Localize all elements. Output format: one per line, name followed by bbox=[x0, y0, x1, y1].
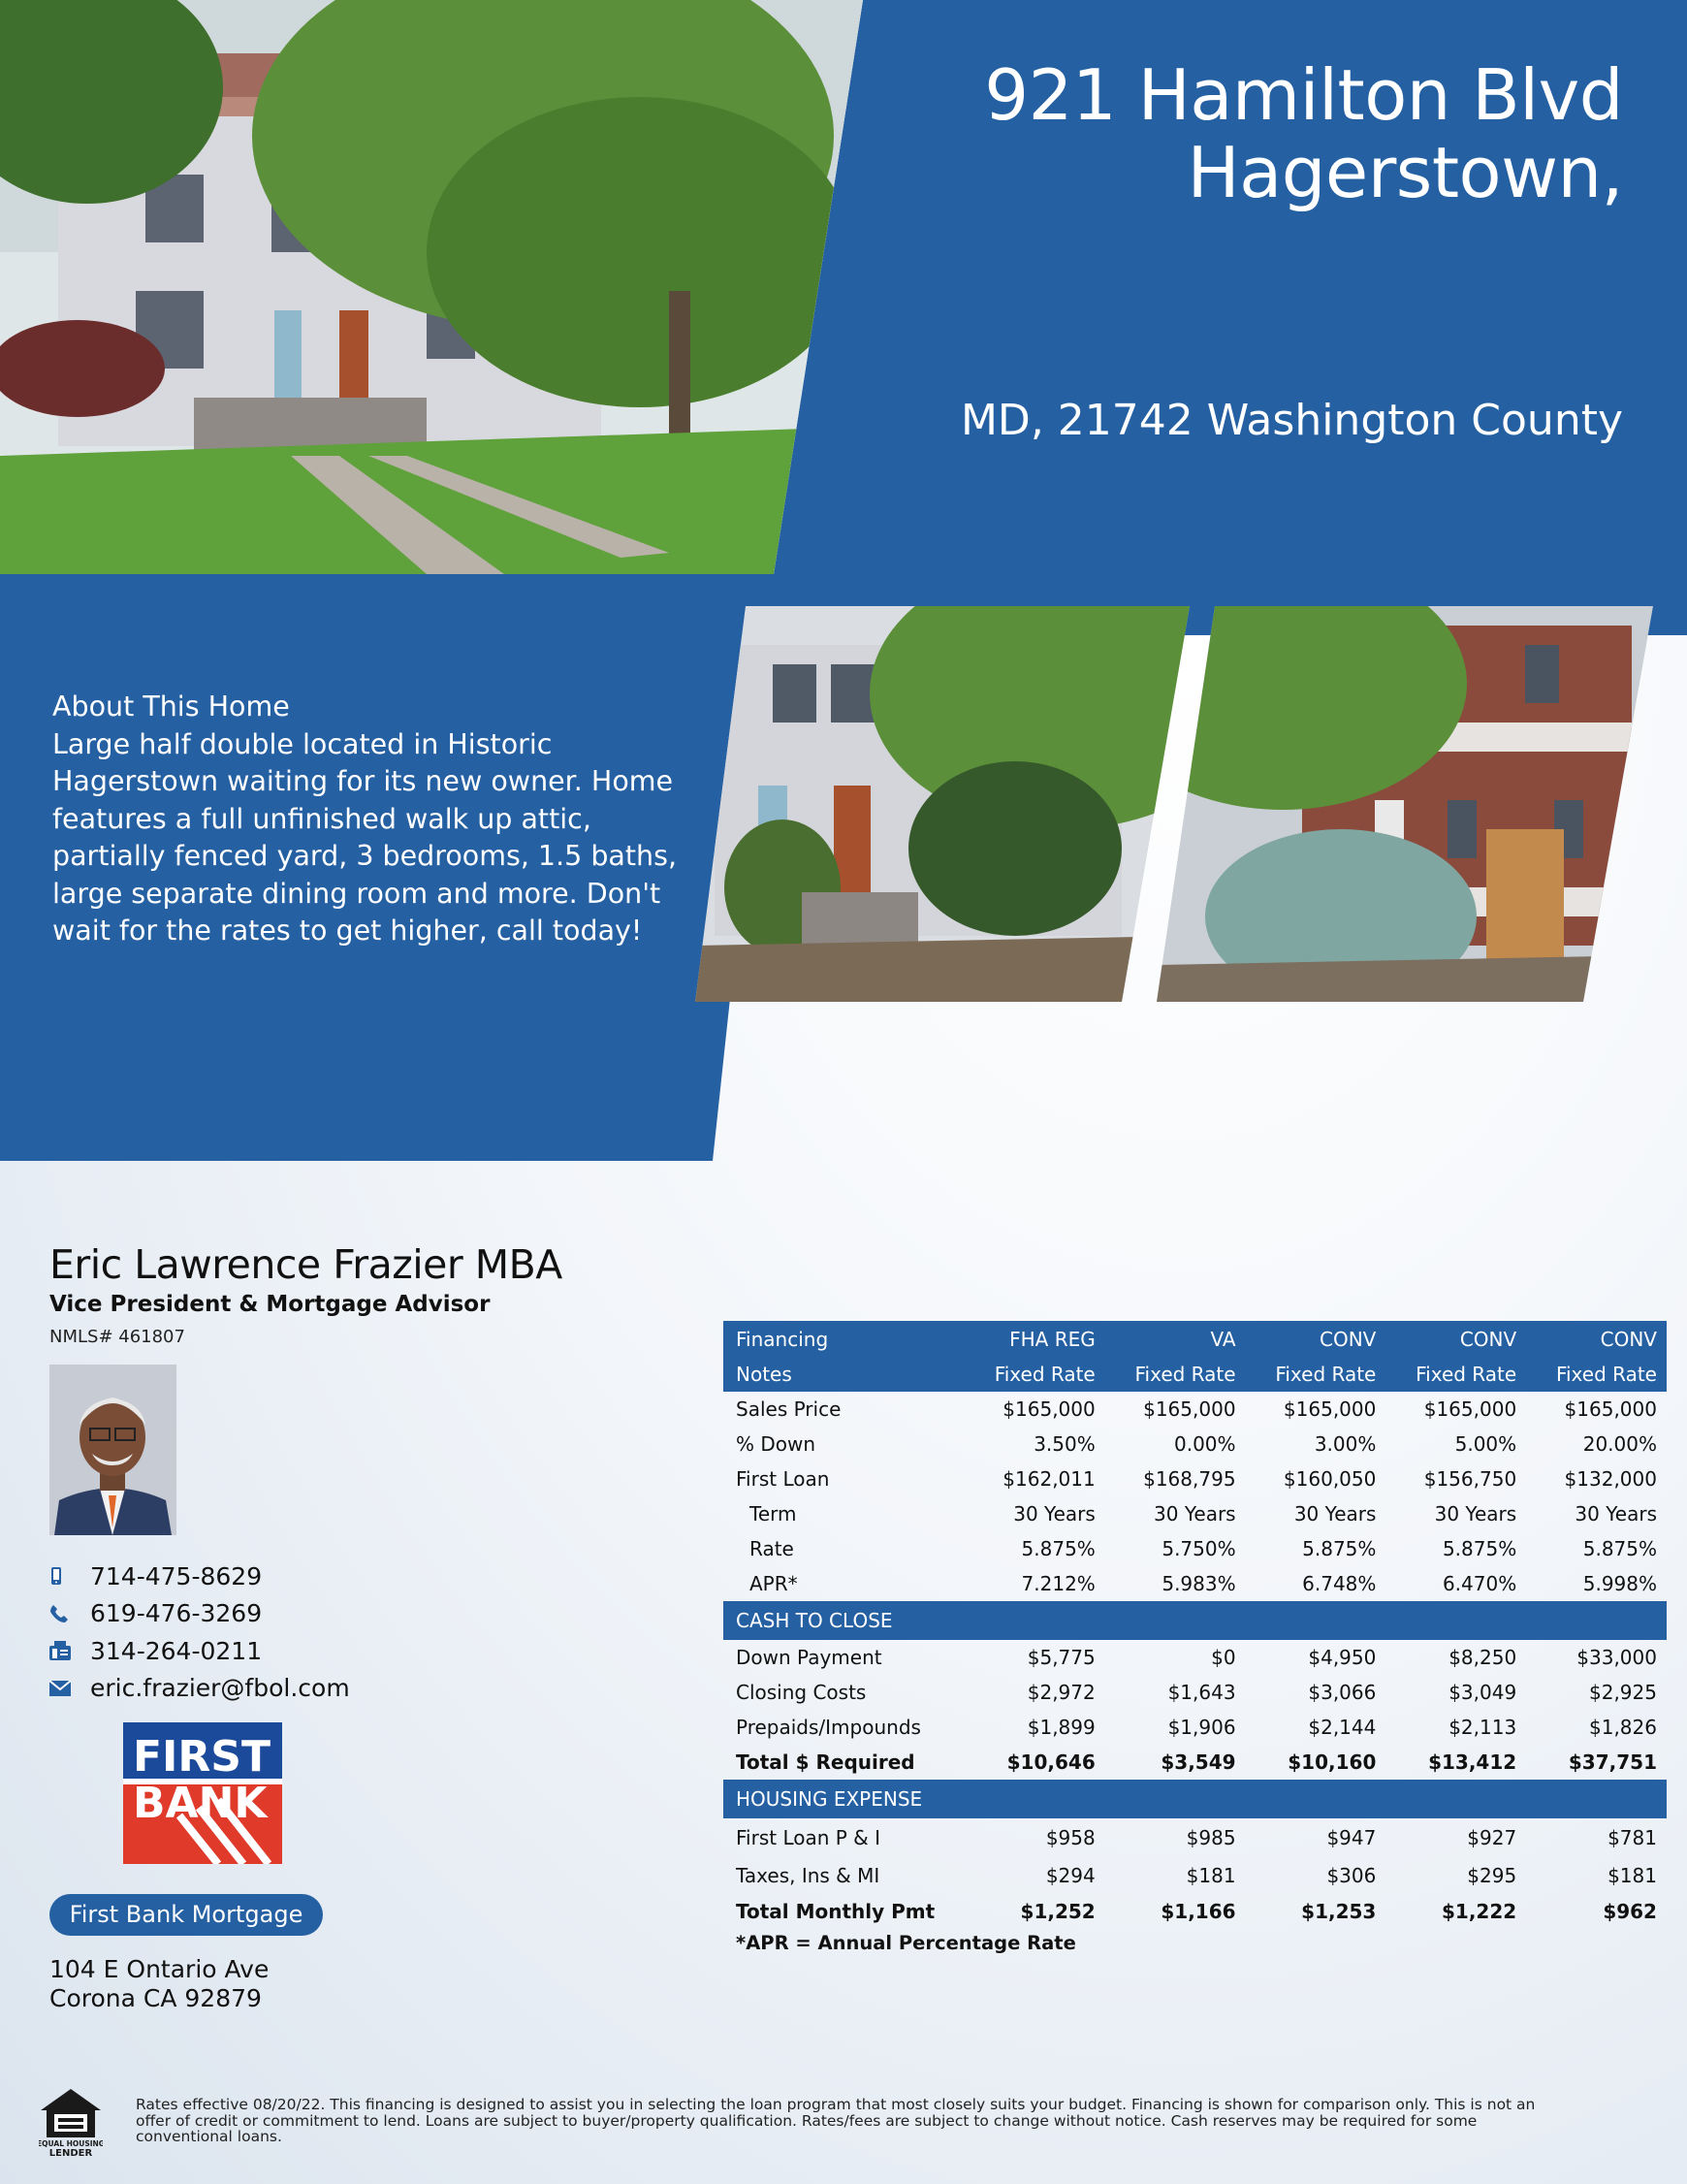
table-cell: $132,000 bbox=[1564, 1467, 1657, 1491]
table-row bbox=[723, 1640, 1667, 1675]
branch-address-line2: Corona CA 92879 bbox=[49, 1984, 262, 2012]
header-cell: Fixed Rate bbox=[1416, 1363, 1517, 1386]
row-label: Down Payment bbox=[736, 1646, 882, 1669]
table-cell: $10,646 bbox=[1006, 1750, 1096, 1774]
table-cell: 30 Years bbox=[1013, 1502, 1096, 1526]
equal-housing-lender-logo bbox=[39, 2087, 103, 2157]
table-cell: 5.750% bbox=[1162, 1537, 1236, 1560]
about-body: Large half double located in Historic Hagerstown waiting for its new owner. Home features a full unfinished walk up attic, partially fenced yard, 3 bedrooms, 1.5 baths, large separate dining room and more. Don't wait for the rates to get higher, call today! bbox=[52, 727, 678, 947]
contact-mobile[interactable] bbox=[49, 1558, 350, 1595]
agent-nmls: NMLS# 461807 bbox=[49, 1327, 185, 1347]
branch-name-badge[interactable]: First Bank Mortgage bbox=[49, 1894, 323, 1936]
table-cell: $958 bbox=[1045, 1825, 1096, 1849]
table-cell: $165,000 bbox=[1003, 1397, 1096, 1421]
table-cell: 30 Years bbox=[1293, 1502, 1377, 1526]
cash-to-close-section-header bbox=[723, 1601, 1667, 1640]
table-cell: $3,066 bbox=[1308, 1681, 1377, 1704]
table-row bbox=[723, 1710, 1667, 1745]
table-cell: $165,000 bbox=[1564, 1397, 1657, 1421]
table-cell: 5.00% bbox=[1454, 1432, 1517, 1456]
branch-address-line1: 104 E Ontario Ave bbox=[49, 1955, 270, 1983]
house-side-photo bbox=[1157, 606, 1653, 1002]
row-label: APR* bbox=[749, 1572, 798, 1595]
phone-icon bbox=[49, 1604, 90, 1623]
table-cell: 6.470% bbox=[1442, 1572, 1517, 1595]
table-cell: $1,899 bbox=[1027, 1716, 1096, 1739]
table-cell: $1,826 bbox=[1589, 1716, 1657, 1739]
row-label: Sales Price bbox=[736, 1397, 842, 1421]
listing-title bbox=[789, 56, 1623, 211]
about-section bbox=[52, 689, 692, 950]
table-cell: $1,166 bbox=[1161, 1900, 1236, 1923]
row-label: Total Monthly Pmt bbox=[736, 1900, 936, 1923]
header-cell: Financing bbox=[736, 1327, 829, 1351]
table-cell: 30 Years bbox=[1434, 1502, 1517, 1526]
contact-email[interactable] bbox=[49, 1670, 350, 1708]
table-cell: 5.875% bbox=[1302, 1537, 1377, 1560]
table-row bbox=[723, 1856, 1667, 1894]
contact-phone-text: 619-476-3269 bbox=[90, 1599, 263, 1628]
table-cell: 30 Years bbox=[1575, 1502, 1657, 1526]
table-row bbox=[723, 1461, 1667, 1496]
bank-logo-line1: FIRST bbox=[133, 1732, 271, 1782]
agent-title: Vice President & Mortgage Advisor bbox=[49, 1292, 491, 1317]
table-row bbox=[723, 1566, 1667, 1601]
table-row bbox=[723, 1496, 1667, 1531]
table-cell: $168,795 bbox=[1143, 1467, 1236, 1491]
mobile-phone-icon bbox=[49, 1567, 90, 1585]
header-cell: Fixed Rate bbox=[994, 1363, 1096, 1386]
contact-list bbox=[49, 1558, 350, 1707]
table-cell: $3,549 bbox=[1161, 1750, 1236, 1774]
table-cell: 5.998% bbox=[1582, 1572, 1657, 1595]
table-cell: $306 bbox=[1326, 1863, 1377, 1887]
table-cell: $181 bbox=[1607, 1863, 1657, 1887]
row-label: First Loan bbox=[736, 1467, 830, 1491]
table-cell: $165,000 bbox=[1283, 1397, 1377, 1421]
table-cell: $156,750 bbox=[1423, 1467, 1517, 1491]
table-cell: $2,144 bbox=[1308, 1716, 1377, 1739]
equal-housing-text: EQUAL HOUSING bbox=[39, 2139, 103, 2148]
header-cell: VA bbox=[1210, 1327, 1236, 1351]
row-label: Prepaids/Impounds bbox=[736, 1716, 921, 1739]
table-cell: $1,252 bbox=[1020, 1900, 1096, 1923]
contact-email-text: eric.frazier@fbol.com bbox=[90, 1674, 350, 1703]
table-cell: $2,972 bbox=[1027, 1681, 1096, 1704]
fax-icon bbox=[49, 1641, 90, 1660]
table-cell: $10,160 bbox=[1288, 1750, 1377, 1774]
house-porch-photo bbox=[695, 606, 1190, 1002]
row-label: Term bbox=[749, 1502, 797, 1526]
address-line-city: Hagerstown, bbox=[1187, 132, 1623, 213]
table-cell: $0 bbox=[1211, 1646, 1236, 1669]
table-cell: $2,925 bbox=[1589, 1681, 1657, 1704]
table-row bbox=[723, 1392, 1667, 1427]
header-cell: Notes bbox=[736, 1363, 792, 1386]
header-cell: CONV bbox=[1600, 1327, 1657, 1351]
rates-disclaimer: Rates effective 08/20/22. This financing is designed to assist you in selecting the loan program that most closely suits your budget. Financing is shown for comparison only. This is not an offer of credit or commitment to lend. Loans are subject to buyer/property qualification. Rates/fees are subject to change without notice. Cash reserves may be required for some conventional loans. bbox=[136, 2096, 1536, 2145]
table-cell: 5.875% bbox=[1582, 1537, 1657, 1560]
table-cell: $1,253 bbox=[1301, 1900, 1377, 1923]
table-cell: 3.50% bbox=[1034, 1432, 1096, 1456]
table-cell: 6.748% bbox=[1302, 1572, 1377, 1595]
header-cell: Fixed Rate bbox=[1275, 1363, 1377, 1386]
table-cell: 30 Years bbox=[1154, 1502, 1236, 1526]
first-bank-logo bbox=[123, 1722, 282, 1864]
row-label: Rate bbox=[749, 1537, 794, 1560]
table-cell: $13,412 bbox=[1428, 1750, 1517, 1774]
table-cell: 7.212% bbox=[1021, 1572, 1096, 1595]
table-header-row bbox=[723, 1321, 1667, 1357]
contact-fax-text: 314-264-0211 bbox=[90, 1636, 263, 1665]
header-cell: CONV bbox=[1459, 1327, 1517, 1351]
bank-logo-line2: BANK bbox=[133, 1779, 268, 1828]
table-cell: $162,011 bbox=[1003, 1467, 1096, 1491]
table-total-row bbox=[723, 1745, 1667, 1780]
table-cell: $962 bbox=[1603, 1900, 1657, 1923]
table-cell: 0.00% bbox=[1174, 1432, 1236, 1456]
branch-address bbox=[49, 1955, 269, 2013]
contact-fax[interactable] bbox=[49, 1632, 350, 1670]
apr-footnote: *APR = Annual Percentage Rate bbox=[736, 1932, 1076, 1954]
agent-photo bbox=[49, 1365, 176, 1535]
table-cell: $8,250 bbox=[1448, 1646, 1517, 1669]
header-cell: CONV bbox=[1320, 1327, 1377, 1351]
section-label: CASH TO CLOSE bbox=[736, 1609, 893, 1632]
table-cell: $3,049 bbox=[1448, 1681, 1517, 1704]
house-front-photo bbox=[0, 0, 863, 574]
table-cell: $781 bbox=[1607, 1825, 1657, 1849]
table-row bbox=[723, 1531, 1667, 1566]
row-label: Total $ Required bbox=[736, 1750, 915, 1774]
financing-table bbox=[723, 1321, 1667, 1958]
table-row bbox=[723, 1427, 1667, 1461]
table-cell: $947 bbox=[1326, 1825, 1377, 1849]
table-cell: $295 bbox=[1467, 1863, 1517, 1887]
table-cell: $1,222 bbox=[1441, 1900, 1517, 1923]
table-cell: $37,751 bbox=[1568, 1750, 1657, 1774]
about-heading: About This Home bbox=[52, 691, 290, 723]
table-cell: $294 bbox=[1045, 1863, 1096, 1887]
table-cell: $165,000 bbox=[1143, 1397, 1236, 1421]
table-total-row bbox=[723, 1894, 1667, 1929]
row-label: Taxes, Ins & MI bbox=[736, 1863, 880, 1887]
header-cell: Fixed Rate bbox=[1555, 1363, 1657, 1386]
table-cell: $2,113 bbox=[1448, 1716, 1517, 1739]
table-cell: $927 bbox=[1467, 1825, 1517, 1849]
row-label: First Loan P & I bbox=[736, 1825, 881, 1849]
table-cell: $4,950 bbox=[1308, 1646, 1377, 1669]
agent-name: Eric Lawrence Frazier MBA bbox=[49, 1241, 562, 1288]
table-row bbox=[723, 1818, 1667, 1856]
row-label: % Down bbox=[736, 1432, 816, 1456]
table-cell: 5.875% bbox=[1021, 1537, 1096, 1560]
table-cell: $160,050 bbox=[1283, 1467, 1377, 1491]
contact-mobile-text: 714-475-8629 bbox=[90, 1561, 263, 1590]
table-cell: $1,906 bbox=[1167, 1716, 1236, 1739]
section-label: HOUSING EXPENSE bbox=[736, 1787, 923, 1811]
lender-text: LENDER bbox=[48, 2148, 93, 2157]
contact-phone[interactable] bbox=[49, 1595, 350, 1633]
address-line-state-county: MD, 21742 Washington County bbox=[960, 396, 1623, 445]
table-cell: 5.983% bbox=[1162, 1572, 1236, 1595]
table-cell: $1,643 bbox=[1167, 1681, 1236, 1704]
table-cell: 5.875% bbox=[1442, 1537, 1517, 1560]
table-cell: $5,775 bbox=[1027, 1646, 1096, 1669]
table-cell: $33,000 bbox=[1576, 1646, 1657, 1669]
table-cell: $181 bbox=[1186, 1863, 1236, 1887]
table-cell: $985 bbox=[1186, 1825, 1236, 1849]
table-cell: 3.00% bbox=[1314, 1432, 1377, 1456]
table-row bbox=[723, 1675, 1667, 1710]
table-cell: 20.00% bbox=[1582, 1432, 1657, 1456]
address-line-street: 921 Hamilton Blvd bbox=[984, 54, 1623, 136]
header-cell: FHA REG bbox=[1009, 1327, 1096, 1351]
housing-expense-section-header bbox=[723, 1780, 1667, 1818]
header-cell: Fixed Rate bbox=[1134, 1363, 1236, 1386]
row-label: Closing Costs bbox=[736, 1681, 867, 1704]
table-subheader-row bbox=[723, 1357, 1667, 1392]
table-cell: $165,000 bbox=[1423, 1397, 1517, 1421]
envelope-icon bbox=[49, 1681, 90, 1696]
